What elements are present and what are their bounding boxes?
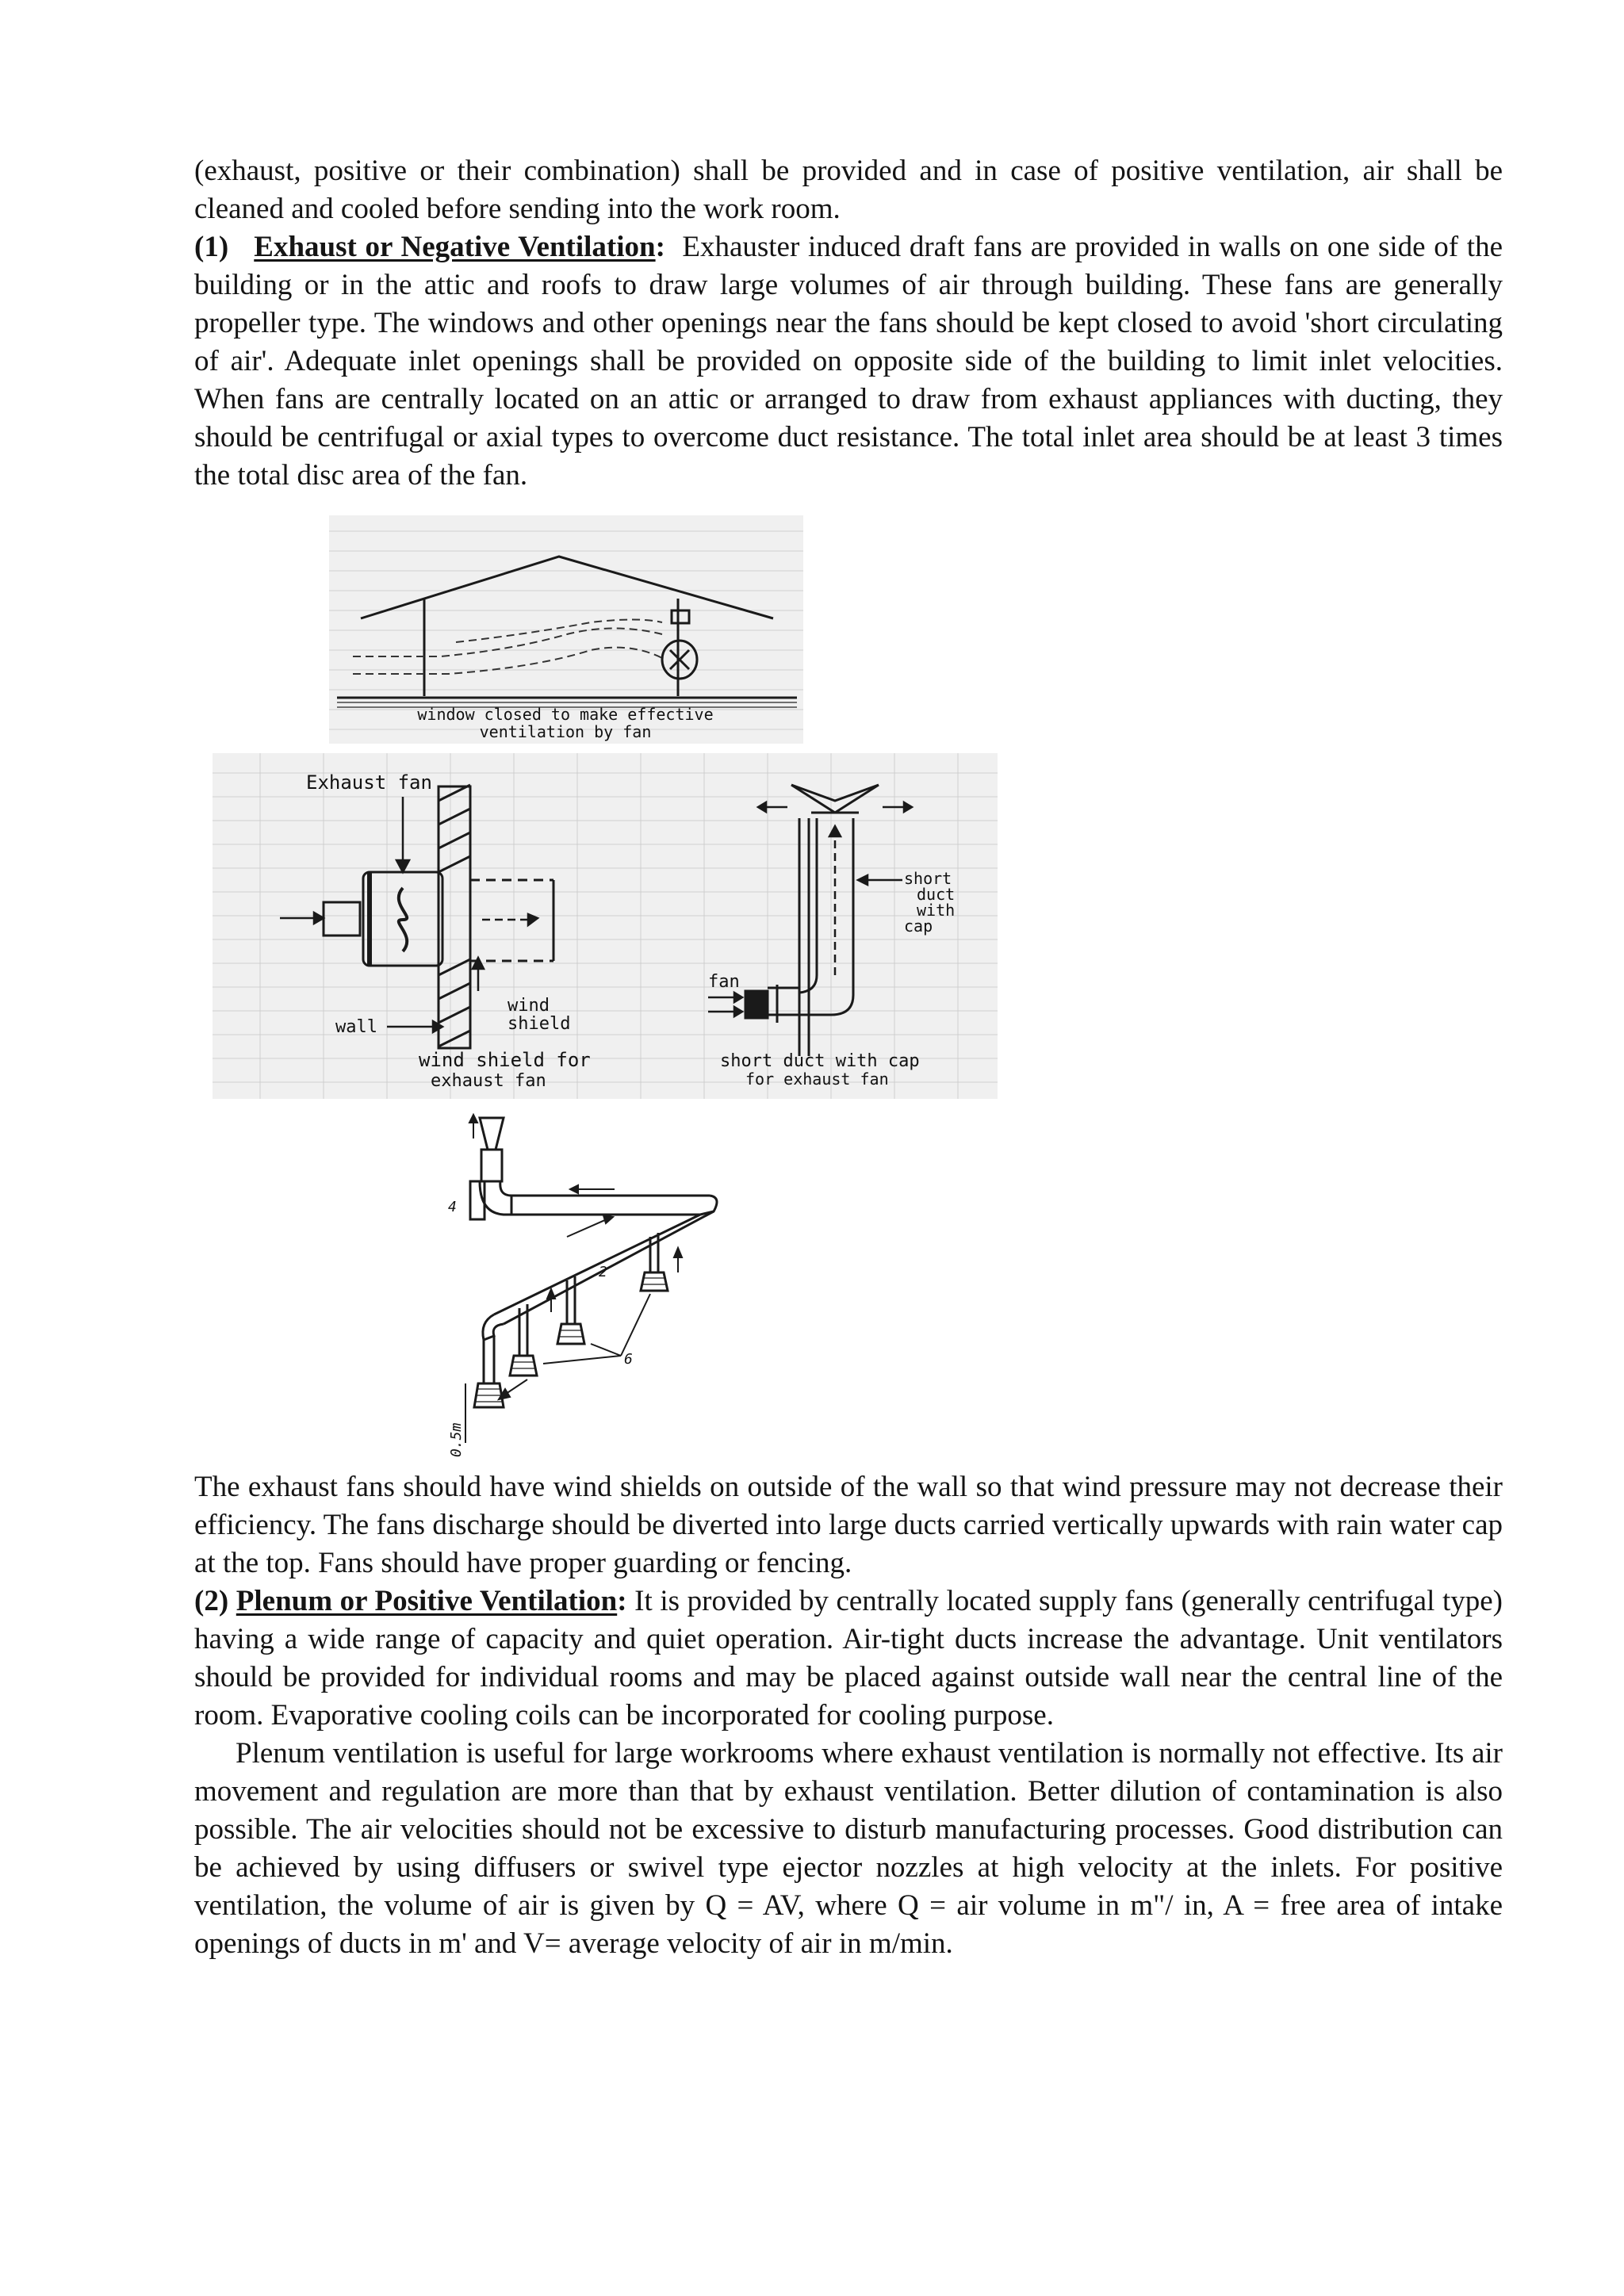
label-short-duct-line2: duct bbox=[917, 885, 956, 904]
label-2: 2 bbox=[599, 1264, 607, 1280]
section-body: Exhauster induced draft fans are provided in walls on one side of the building or in the attic and roofs to draw large volumes of air through building. These fans are generally propeller type. The windows and other openings near the fans should be kept closed to avoid 'short circulating of air'. Adequate inlet openings shall be provided on opposite side of the building to limit inlet velocities. When fans are centrally located on an attic or arranged to draw from exhaust appliances with ducting, they should be centrifugal or axial types to overcome duct resistance. The total inlet area should be at least 3 times the total disc area of the fan. bbox=[194, 231, 1503, 492]
label-wind-shield-line2: shield bbox=[508, 1014, 571, 1034]
plenum-usage-paragraph: Plenum ventilation is useful for large workrooms where exhaust ventilation is normally not effective. Its air movement and regulation are more than that by exhaust ventilation. Better dilution of contamination is also possible. The air velocities should not be excessive to disturb manufacturing processes. Good distribution can be achieved by using diffusers or swivel type ejector nozzles at high velocity at the inlets. For positive ventilation, the volume of air is given by Q = AV, where Q = air volume in m"/ in, A = free area of intake openings of ducts in m' and V= average velocity of air in m/min. bbox=[194, 1737, 1503, 1960]
figures-block bbox=[194, 509, 1503, 1460]
wind-shield-paragraph: The exhaust fans should have wind shields on outside of the wall so that wind pressure may not decrease their efficiency. The fans discharge should be diverted into large ducts carried vertically upwards with rain water cap at the top. Fans should have proper guarding or fencing. bbox=[194, 1471, 1503, 1579]
intro-paragraph: (exhaust, positive or their combination) shall be provided and in case of positive ventilation, air shall be cleaned and cooled before sending into the work room. bbox=[194, 155, 1503, 225]
figure-duct-hoods-drawing bbox=[448, 1110, 797, 1459]
wind-shield-caption-line2: exhaust fan bbox=[431, 1071, 546, 1091]
section-exhaust-ventilation bbox=[194, 228, 1503, 495]
wind-shield-caption-line1: wind shield for bbox=[419, 1049, 591, 1071]
section-plenum-ventilation bbox=[194, 1582, 1503, 1735]
document-page bbox=[194, 152, 1503, 1963]
section-number: (2) bbox=[194, 1585, 229, 1617]
figure-house-caption-line1: window closed to make effective bbox=[417, 705, 714, 724]
label-dimension: 0.5m bbox=[448, 1422, 465, 1457]
short-duct-caption-line1: short duct with cap bbox=[720, 1051, 920, 1071]
section-heading: Exhaust or Negative Ventilation: bbox=[254, 231, 665, 263]
label-wall: wall bbox=[335, 1017, 377, 1037]
label-wind-shield-line1: wind bbox=[508, 996, 550, 1016]
label-short-duct-line3: with bbox=[917, 901, 956, 920]
section-number: (1) bbox=[194, 231, 229, 263]
section-heading: Plenum or Positive Ventilation: bbox=[236, 1585, 627, 1617]
figure-house-fan-drawing bbox=[329, 515, 803, 744]
figure-house-fan bbox=[329, 515, 803, 744]
label-6: 6 bbox=[624, 1351, 633, 1368]
figure-wind-shield-drawing bbox=[213, 753, 998, 1099]
label-exhaust-fan: Exhaust fan bbox=[306, 771, 432, 794]
label-short-duct-line1: short bbox=[904, 869, 952, 888]
label-fan: fan bbox=[708, 972, 740, 992]
label-4: 4 bbox=[448, 1199, 457, 1215]
figure-duct-hoods bbox=[448, 1110, 797, 1459]
section-body: It is provided by centrally located supply fans (generally centrifugal type) having a wide range of capacity and quiet operation. Air-tight ducts increase the advantage. Unit ventilators should be provided for individual rooms and may be placed against outside wall near the central line of the room. Evaporative cooling coils can be incorporated for cooling purpose. bbox=[194, 1585, 1503, 1732]
figure-wind-shield-and-duct bbox=[213, 753, 998, 1099]
short-duct-caption-line2: for exhaust fan bbox=[745, 1070, 889, 1089]
figure-house-caption-line2: ventilation by fan bbox=[479, 722, 652, 741]
label-short-duct-line4: cap bbox=[904, 916, 933, 936]
